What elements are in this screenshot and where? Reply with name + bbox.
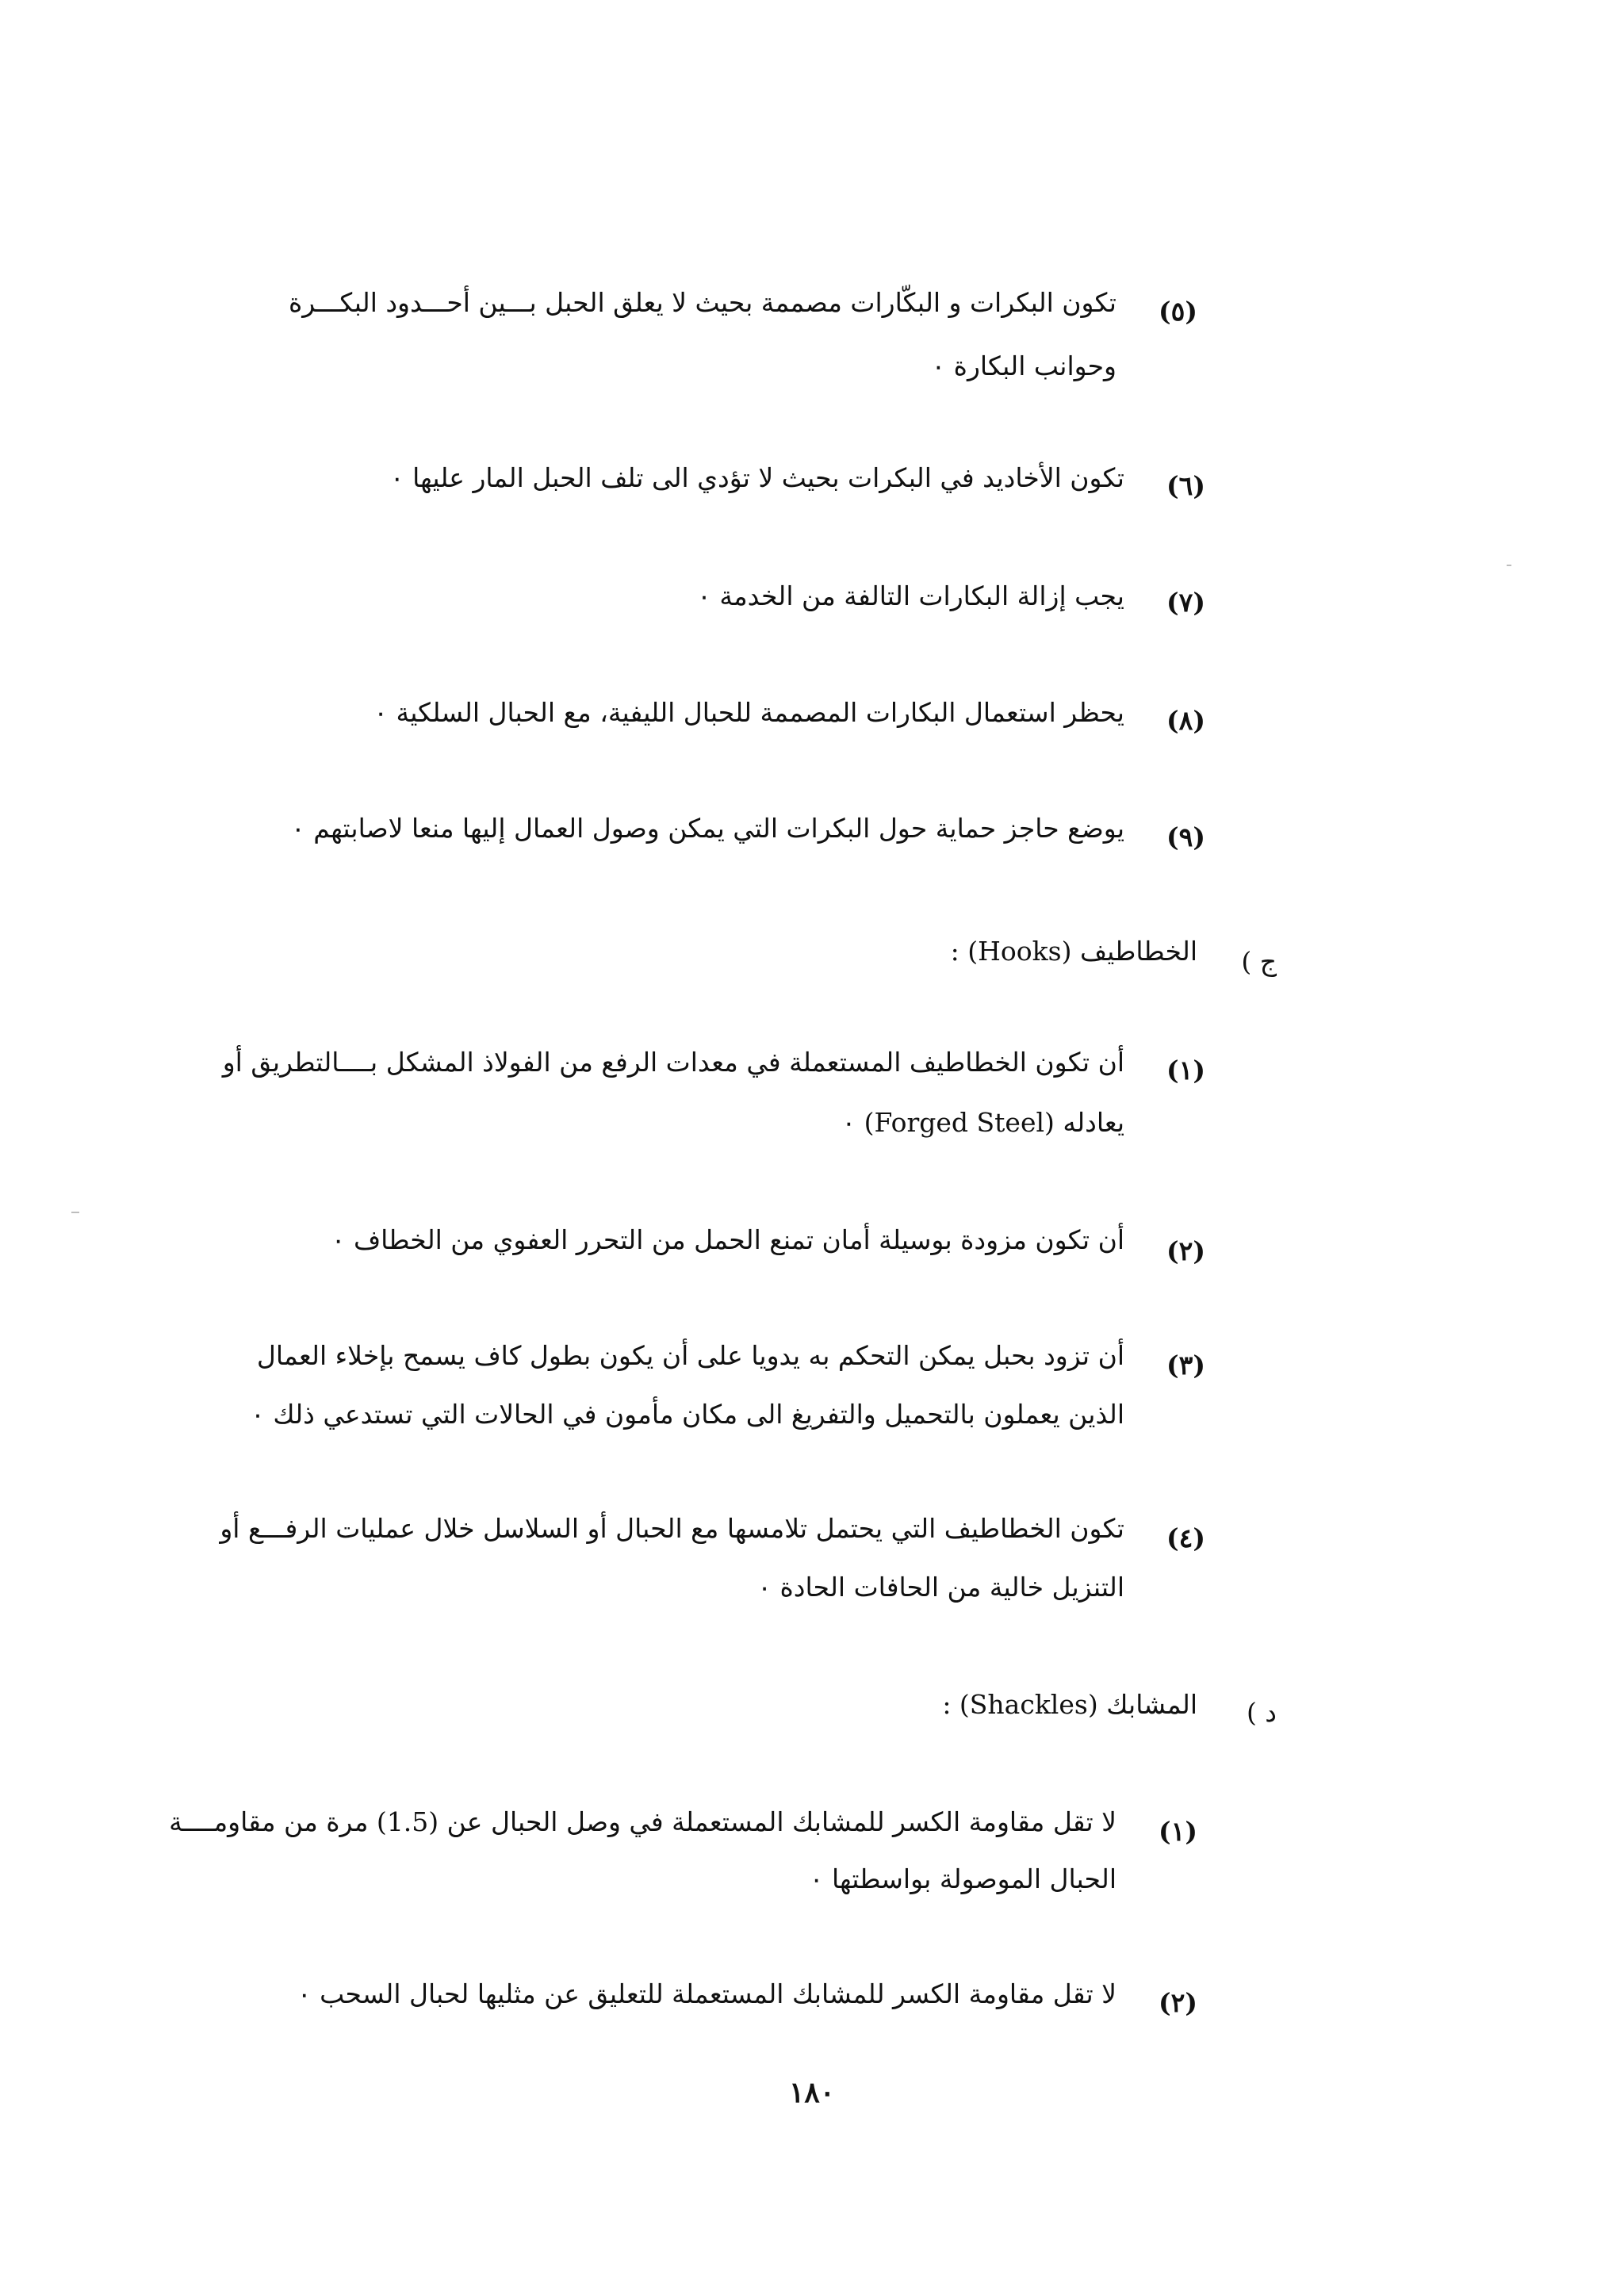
section-d-title: المشابك (Shackles) :	[942, 1689, 1197, 1720]
item-number: (٥)	[1159, 296, 1197, 327]
section-c-letter: ج )	[1241, 946, 1277, 977]
item-text-continued: وحوانب البكارة ٠	[931, 350, 1116, 381]
item-text-continued: التنزيل خالية من الحافات الحادة ٠	[757, 1572, 1124, 1603]
scan-speck	[1507, 565, 1511, 566]
item-text-continued: يعادله (Forged Steel) ٠	[841, 1107, 1124, 1138]
item-number: (٤)	[1166, 1522, 1205, 1553]
item-number: (٢)	[1159, 1987, 1197, 2018]
item-text: يحظر استعمال البكارات المصممة للحبال الليفية، مع الحبال السلكية ٠	[373, 697, 1124, 728]
item-number: (٢)	[1166, 1235, 1205, 1266]
item-text: أن تكون مزودة بوسيلة أمان تمنع الحمل من التحرر العفوي من الخطاف ٠	[331, 1224, 1124, 1255]
item-text: أن تكون الخطاطيف المستعملة في معدات الرفع من الفولاذ المشكل بــــالتطريق أو	[222, 1047, 1124, 1078]
item-text: يوضع حاجز حماية حول البكرات التي يمكن وصول العمال إليها منعا لاصابتهم ٠	[291, 813, 1124, 844]
item-number: (٣)	[1166, 1350, 1205, 1381]
item-text: تكون الأخاديد في البكرات بحيث لا تؤدي الى تلف الحبل المار عليها ٠	[389, 462, 1124, 493]
item-number: (٦)	[1166, 470, 1205, 501]
scan-speck	[71, 1212, 79, 1213]
item-text: لا تقل مقاومة الكسر للمشابك المستعملة للتعليق عن مثليها لحبال السحب ٠	[297, 1978, 1116, 2009]
page-number: ١٨٠	[788, 2076, 835, 2109]
item-number: (١)	[1159, 1816, 1197, 1847]
item-text: تكون البكرات و البكّارات مصممة بحيث لا يعلق الحبل بـــين أحـــدود البكـــرة	[288, 287, 1116, 318]
item-text: أن تزود بحبل يمكن التحكم به يدويا على أن يكون بطول كاف يسمح بإخلاء العمال	[256, 1340, 1124, 1371]
item-number: (٧)	[1166, 587, 1205, 618]
item-text-continued: الحبال الموصولة بواسطتها ٠	[809, 1863, 1116, 1894]
item-number: (٩)	[1166, 821, 1205, 852]
section-d-letter: د )	[1246, 1697, 1277, 1728]
item-text-continued: الذين يعملون بالتحميل والتفريغ الى مكان مأمون في الحالات التي تستدعي ذلك ٠	[251, 1399, 1124, 1430]
item-text: لا تقل مقاومة الكسر للمشابك المستعملة في وصل الحبال عن (1.5) مرة من مقاومــــة	[169, 1806, 1116, 1837]
item-number: (٨)	[1166, 705, 1205, 736]
item-text: يجب إزالة البكارات التالفة من الخدمة ٠	[697, 580, 1124, 611]
item-number: (١)	[1166, 1055, 1205, 1086]
section-c-title: الخطاطيف (Hooks) :	[950, 936, 1197, 967]
item-text: تكون الخطاطيف التي يحتمل تلامسها مع الحبال أو السلاسل خلال عمليات الرفـــع أو	[220, 1513, 1124, 1544]
